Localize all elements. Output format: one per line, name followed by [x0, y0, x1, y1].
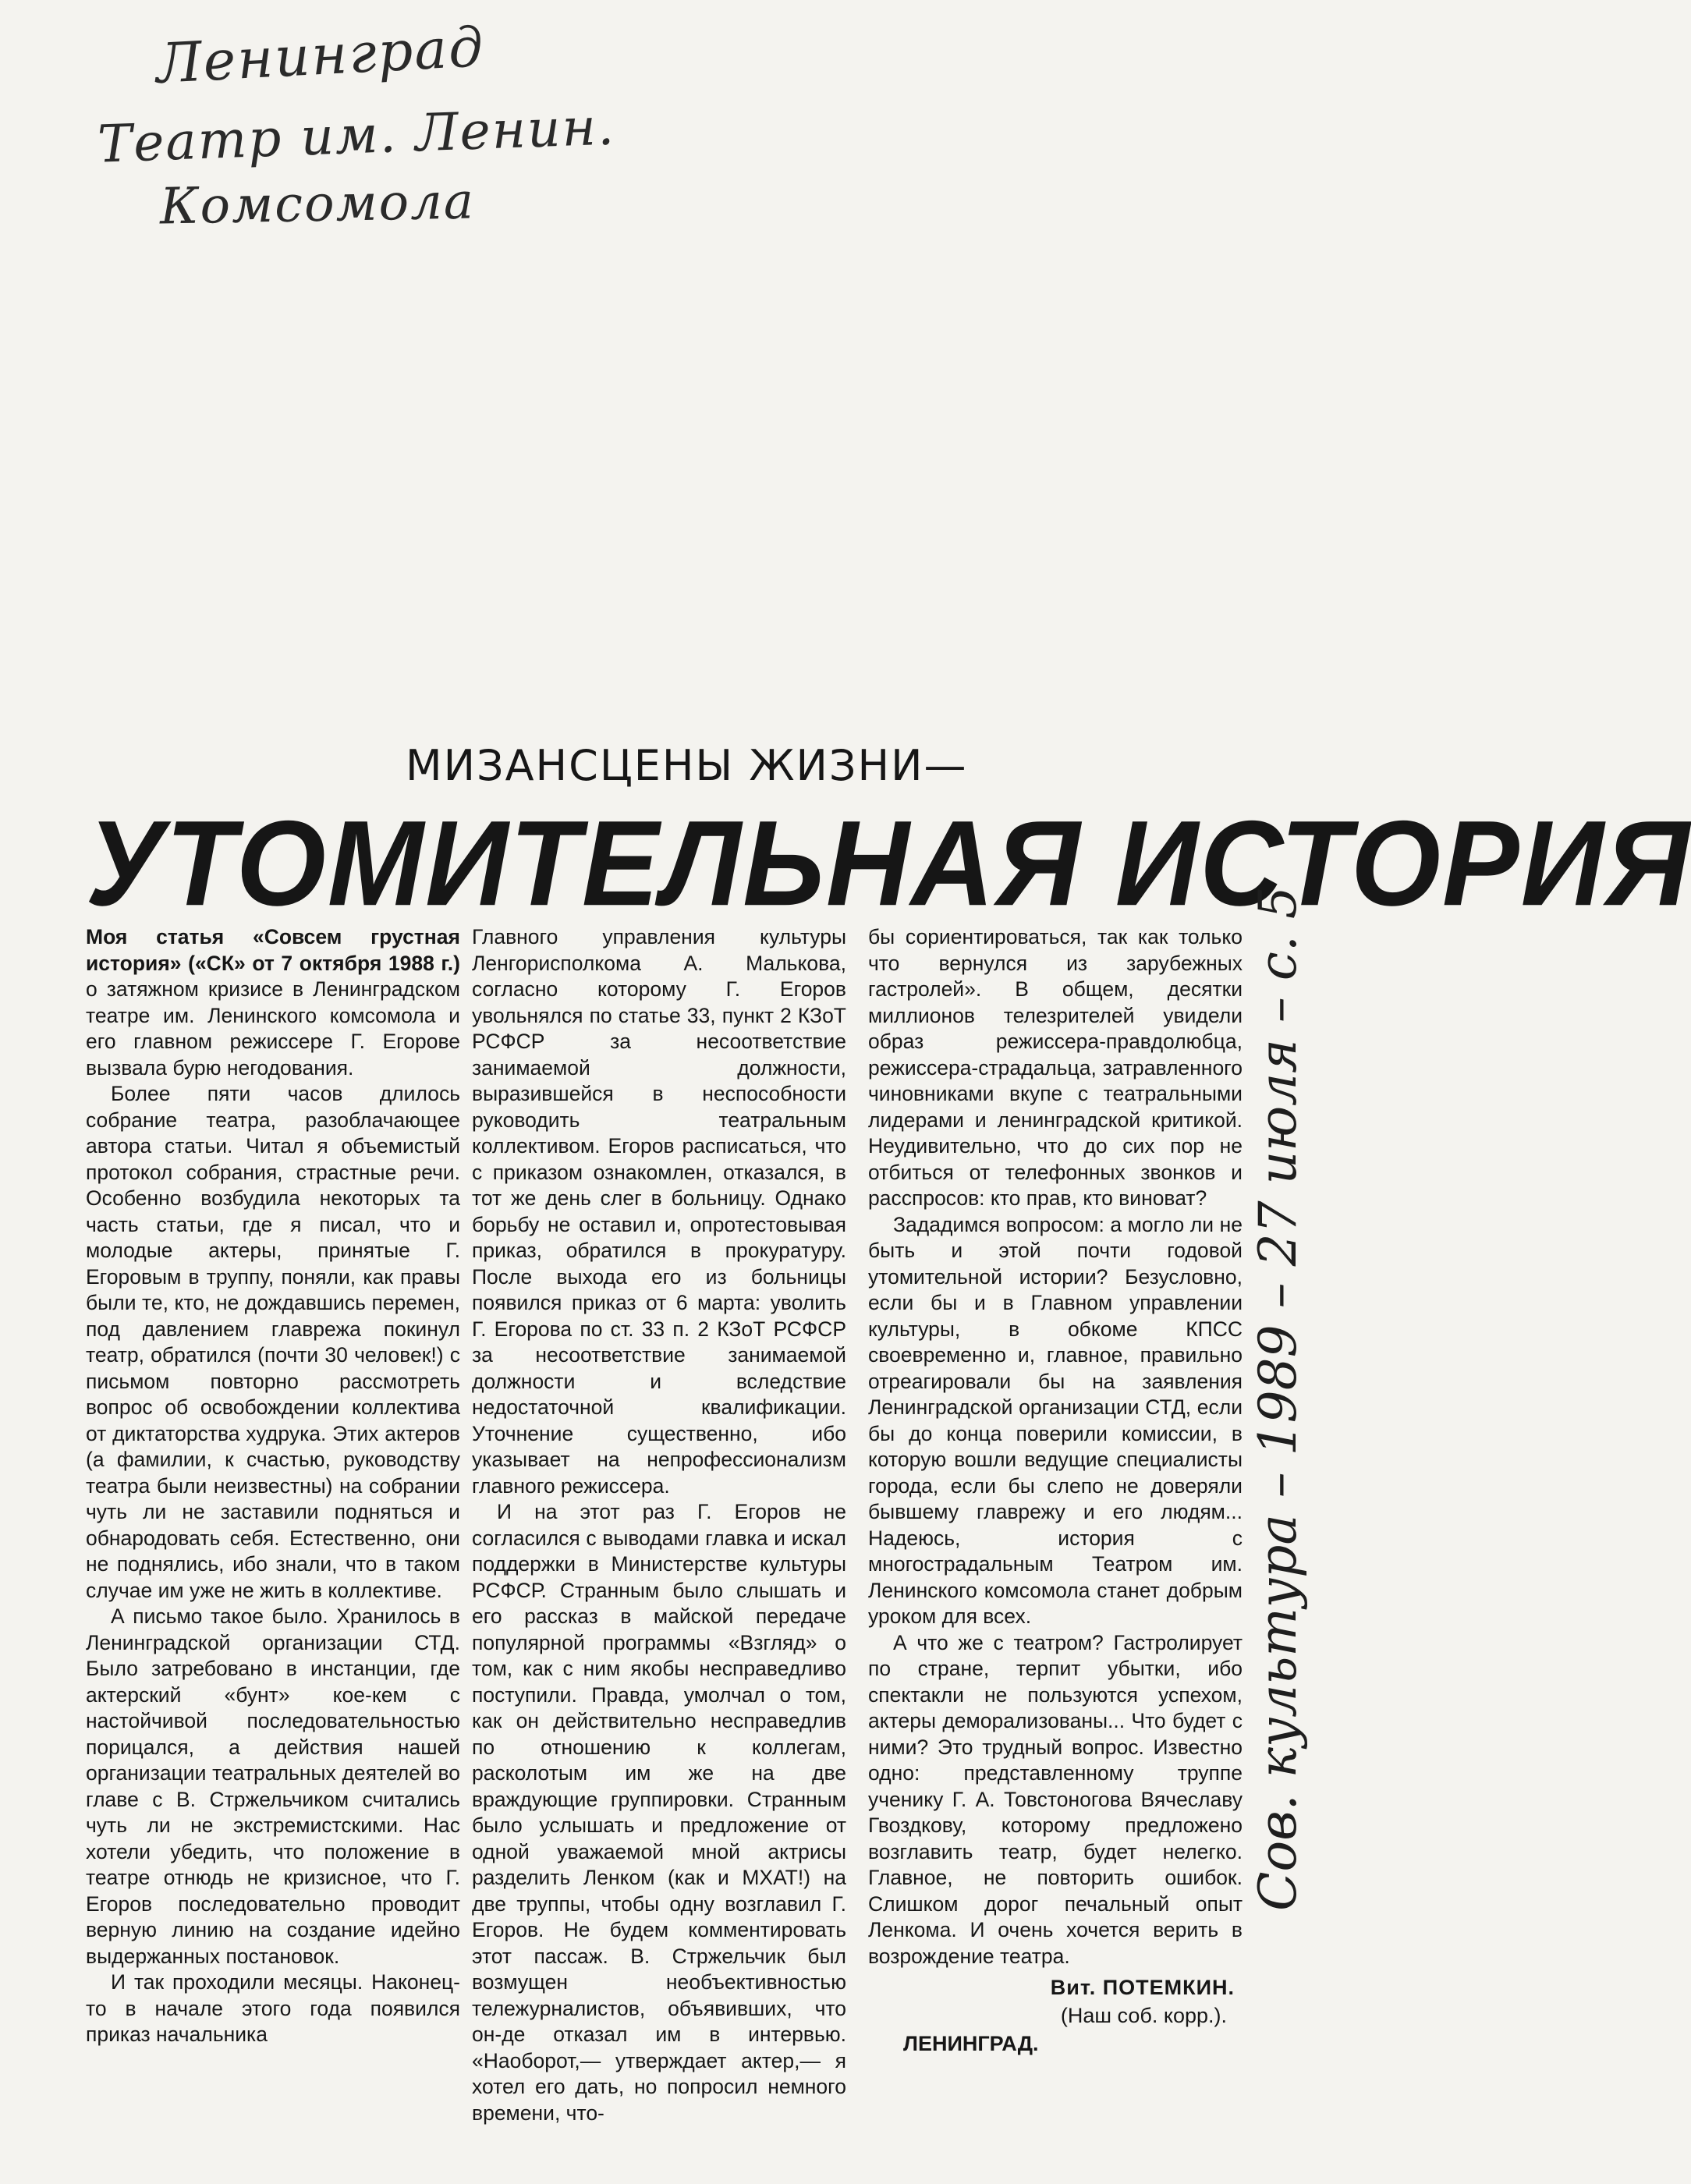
handwritten-city-note: Ленинград — [154, 15, 487, 96]
handwritten-source-note: Сов. культура – 1989 – 27 июля – с. 5 — [1248, 886, 1308, 1911]
article-paragraph — [86, 924, 460, 1081]
article-paragraph: И на этот раз Г. Егоров не согласился с выводами главка и искал поддержки в Министерстве культуры РСФСР. Странным было слышать и его рассказ в майской передаче популярной программы «Взгляд» о том, как с ним якобы несправедливо поступили. Правда, умолчал о том, как он действительно несправедлив по отношению к коллегам, расколотым им же на две враждующие группировки. Странным было услышать и предложение от одной уважаемой мной актрисы разделить Ленком (как и МХАТ!) на две труппы, чтобы одну возглавил Г. Егоров. Не будем комментировать этот пассаж. В. Стржельчик был возмущен необъективностью тележурналистов, объявивших, что он-де отказал им в интервью. «Наоборот,— утверждает актер,— я хотел его дать, но попросил немного времени, что- — [472, 1500, 846, 2125]
article-lead: Моя статья «Совсем грустная история» («СК» от 7 октября 1988 г.) — [86, 925, 460, 975]
article-paragraph: А письмо такое было. Хранилось в Ленинградской организации СТД. Было затребовано в инстанции, где актерский «бунт» кое-кем с настойчивой последовательностью порицался, а действия нашей организации театральных деятелей во главе с В. Стржельчиком считались чуть ли не экстремистскими. Нас хотели убедить, что положение в театре отнюдь не кризисное, что Г. Егоров последовательно проводит верную линию на создание идейно выдержанных постановок. — [86, 1604, 460, 1968]
article-paragraph: А что же с театром? Гастролирует по стране, терпит убытки, ибо спектакли не пользуются успехом, актеры деморализованы... Что будет с ними? Это трудный вопрос. Известно одно: представленному труппе ученику Г. А. Товстоногова Вячеславу Гвоздкову, которому предложено возглавить театр, будет нелегко. Главное, не повторить ошибок. Слишком дорог печальный опыт Ленкома. И очень хочется верить в возрождение театра. — [868, 1630, 1243, 1968]
article-column-2 — [472, 924, 846, 2125]
article-paragraph: Главного управления культуры Ленгорисполкома А. Малькова, согласно которому Г. Егоров увольнялся по статье 33, пункт 2 КЗоТ РСФСР за несоответствие занимаемой должности, выразившейся в неспособности руководить театральным коллективом. Егоров расписаться, что с приказом ознакомлен, отказался, в тот же день слег в больницу. Однако борьбу не оставил и, опротестовывая приказ, обратился в прокуратуру. После выхода его из больницы появился приказ от 6 марта: уволить Г. Егорова по ст. 33 п. 2 КЗоТ РСФСР за несоответствие занимаемой должности и вследствие недостаточной квалификации. Уточнение существенно, ибо указывает на непрофессионализм главного режиссера. — [472, 925, 846, 1498]
article-rubric: МИЗАНСЦЕНЫ ЖИЗНИ— — [406, 741, 968, 790]
article-paragraph: Зададимся вопросом: а могло ли не быть и этой почти годовой утомительной истории? Безусловно, если бы и в Главном управлении культуры, в обкоме КПСС своевременно и, главное, правильно отреагировали бы на заявления Ленинградской организации СТД, если бы до конца поверили комиссии, в которую вошли ведущие специалисты города, если бы слепо не доверяли бывшему главрежу и его людям... Надеюсь, история с многострадальным Театром им. Ленинского комсомола станет добрым уроком для всех. — [868, 1212, 1243, 1628]
correspondent-note: (Наш соб. корр.). — [1060, 2004, 1227, 2027]
article-paragraph: Более пяти часов длилось собрание театра, разоблачающее автора статьи. Читал я объемистый протокол собрания, страстные речи. Особенно возбудила некоторых та часть статьи, где я писал, что и молодые актеры, принятые Г. Егоровым в труппу, поняли, как правы были те, кто, не дождавшись перемен, под давлением главрежа покинул театр, обратился (почти 30 человек!) с письмом повторно рассмотреть вопрос об освобождении коллектива от диктаторства худрука. Этих актеров (а фамилии, к счастью, руководству театра были неизвестны) на собрании чуть ли не заставили подняться и обнародовать себя. Естественно, они не поднялись, ибо знали, что в таком случае им уже не жить в коллективе. — [86, 1082, 460, 1602]
author-name: Вит. ПОТЕМКИН. — [1050, 1976, 1235, 1999]
article-column-1 — [86, 924, 460, 2094]
paragraph-text: о затяжном кризисе в Ленинградском театре им. Ленинского комсомола и его главном режиссере Г. Егорове вызвала бурю негодования. — [86, 977, 460, 1080]
dateline-city: ЛЕНИНГРАД. — [903, 2032, 1039, 2055]
handwritten-theatre-note: Театр им. Ленин. — [96, 96, 617, 175]
byline — [868, 1973, 1235, 2058]
handwritten-komsomol-note: Комсомола — [159, 172, 476, 236]
article-paragraph: бы сориентироваться, так как только что вернулся из зарубежных гастролей». В общем, десятки миллионов телезрителей увидели образ режиссера-правдолюбца, режиссера-страдальца, затравленного чиновниками вкупе с театральными лидерами и ленинградской критикой. Неудивительно, что до сих пор не отбиться от телефонных звонков и расспросов: кто прав, кто виноват? — [868, 925, 1243, 1210]
article-column-3 — [868, 924, 1243, 2094]
article-headline: УТОМИТЕЛЬНАЯ ИСТОРИЯ — [86, 796, 1691, 931]
article-paragraph: И так проходили месяцы. Наконец-то в начале этого года появился приказ начальника — [86, 1970, 460, 2046]
